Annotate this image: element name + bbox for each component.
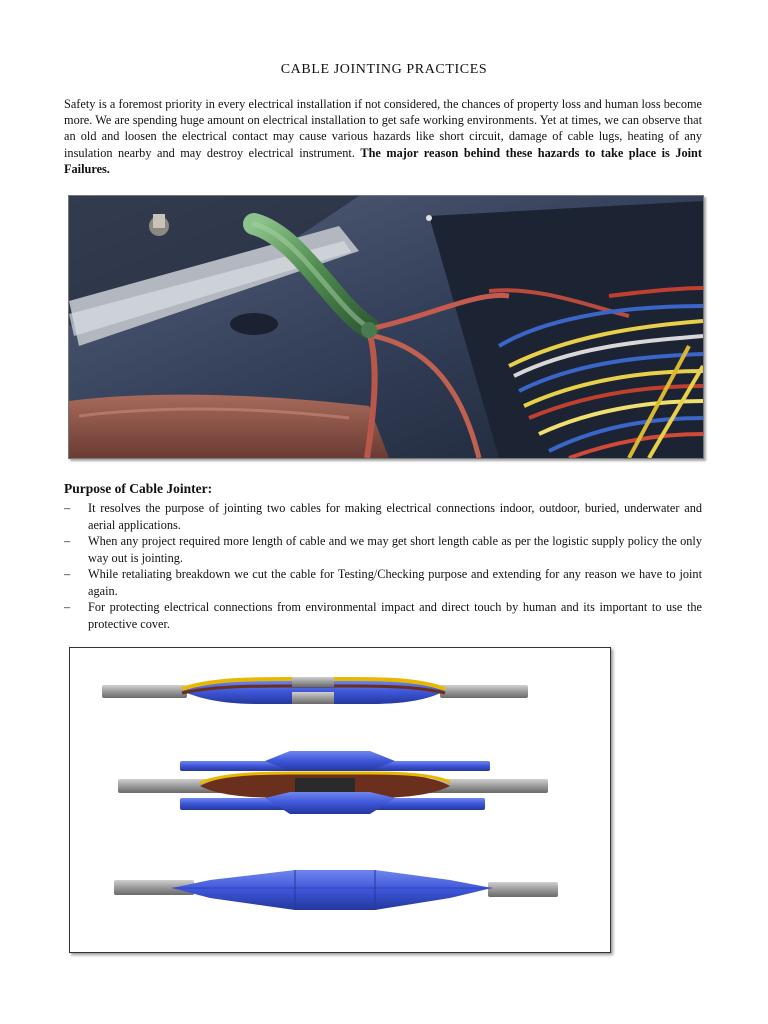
cable-joint-sleeve-diagram xyxy=(69,647,611,953)
photo-illustration xyxy=(69,196,703,458)
bullet-marker: – xyxy=(64,567,71,581)
page-title: CABLE JOINTING PRACTICES xyxy=(280,62,488,77)
section-heading: Purpose of Cable Jointer: xyxy=(64,481,213,496)
list-item xyxy=(64,599,702,632)
corroded-cable-joint-photo xyxy=(68,195,704,459)
list-item-text: It resolves the purpose of jointing two cables for making electrical connections indoor, outdoor, buried, underwater and aerial applications. xyxy=(88,501,702,532)
list-item xyxy=(64,566,702,599)
list-item-text: While retaliating breakdown we cut the cable for Testing/Checking purpose and extending for any reason we have to joint again. xyxy=(88,567,702,598)
purpose-list xyxy=(64,500,702,632)
list-item-text: For protecting electrical connections from environmental impact and direct touch by human and its important to use the protective cover. xyxy=(88,600,702,631)
bullet-marker: – xyxy=(64,600,71,614)
joint-stage-bare xyxy=(102,677,528,704)
joint-stage-sealed xyxy=(114,870,558,910)
intro-bold-text: The major reason behind these hazards to take place is Joint Failures. xyxy=(64,145,702,176)
sleeve-diagram-illustration xyxy=(70,648,610,952)
bullet-marker: – xyxy=(64,501,71,515)
list-item-text: When any project required more length of cable and we may get short length cable as per the logistic supply policy the only way out is jointing. xyxy=(88,534,702,565)
intro-paragraph xyxy=(64,96,702,177)
list-item xyxy=(64,500,702,533)
joint-stage-exploded xyxy=(118,751,548,814)
list-item xyxy=(64,533,702,566)
intro-text: Safety is a foremost priority in every electrical installation if not considered, the chances of property loss and human loss become more. We are spending huge amount on electrical installation to get safe working environments. Yet at times, we can observe that an old and loosen the electrical contact may cause various hazards like short circuit, damage of cable lugs, heating of any insulation nearby and may destroy electrical instrument. xyxy=(64,97,702,160)
bullet-marker: – xyxy=(64,534,71,548)
